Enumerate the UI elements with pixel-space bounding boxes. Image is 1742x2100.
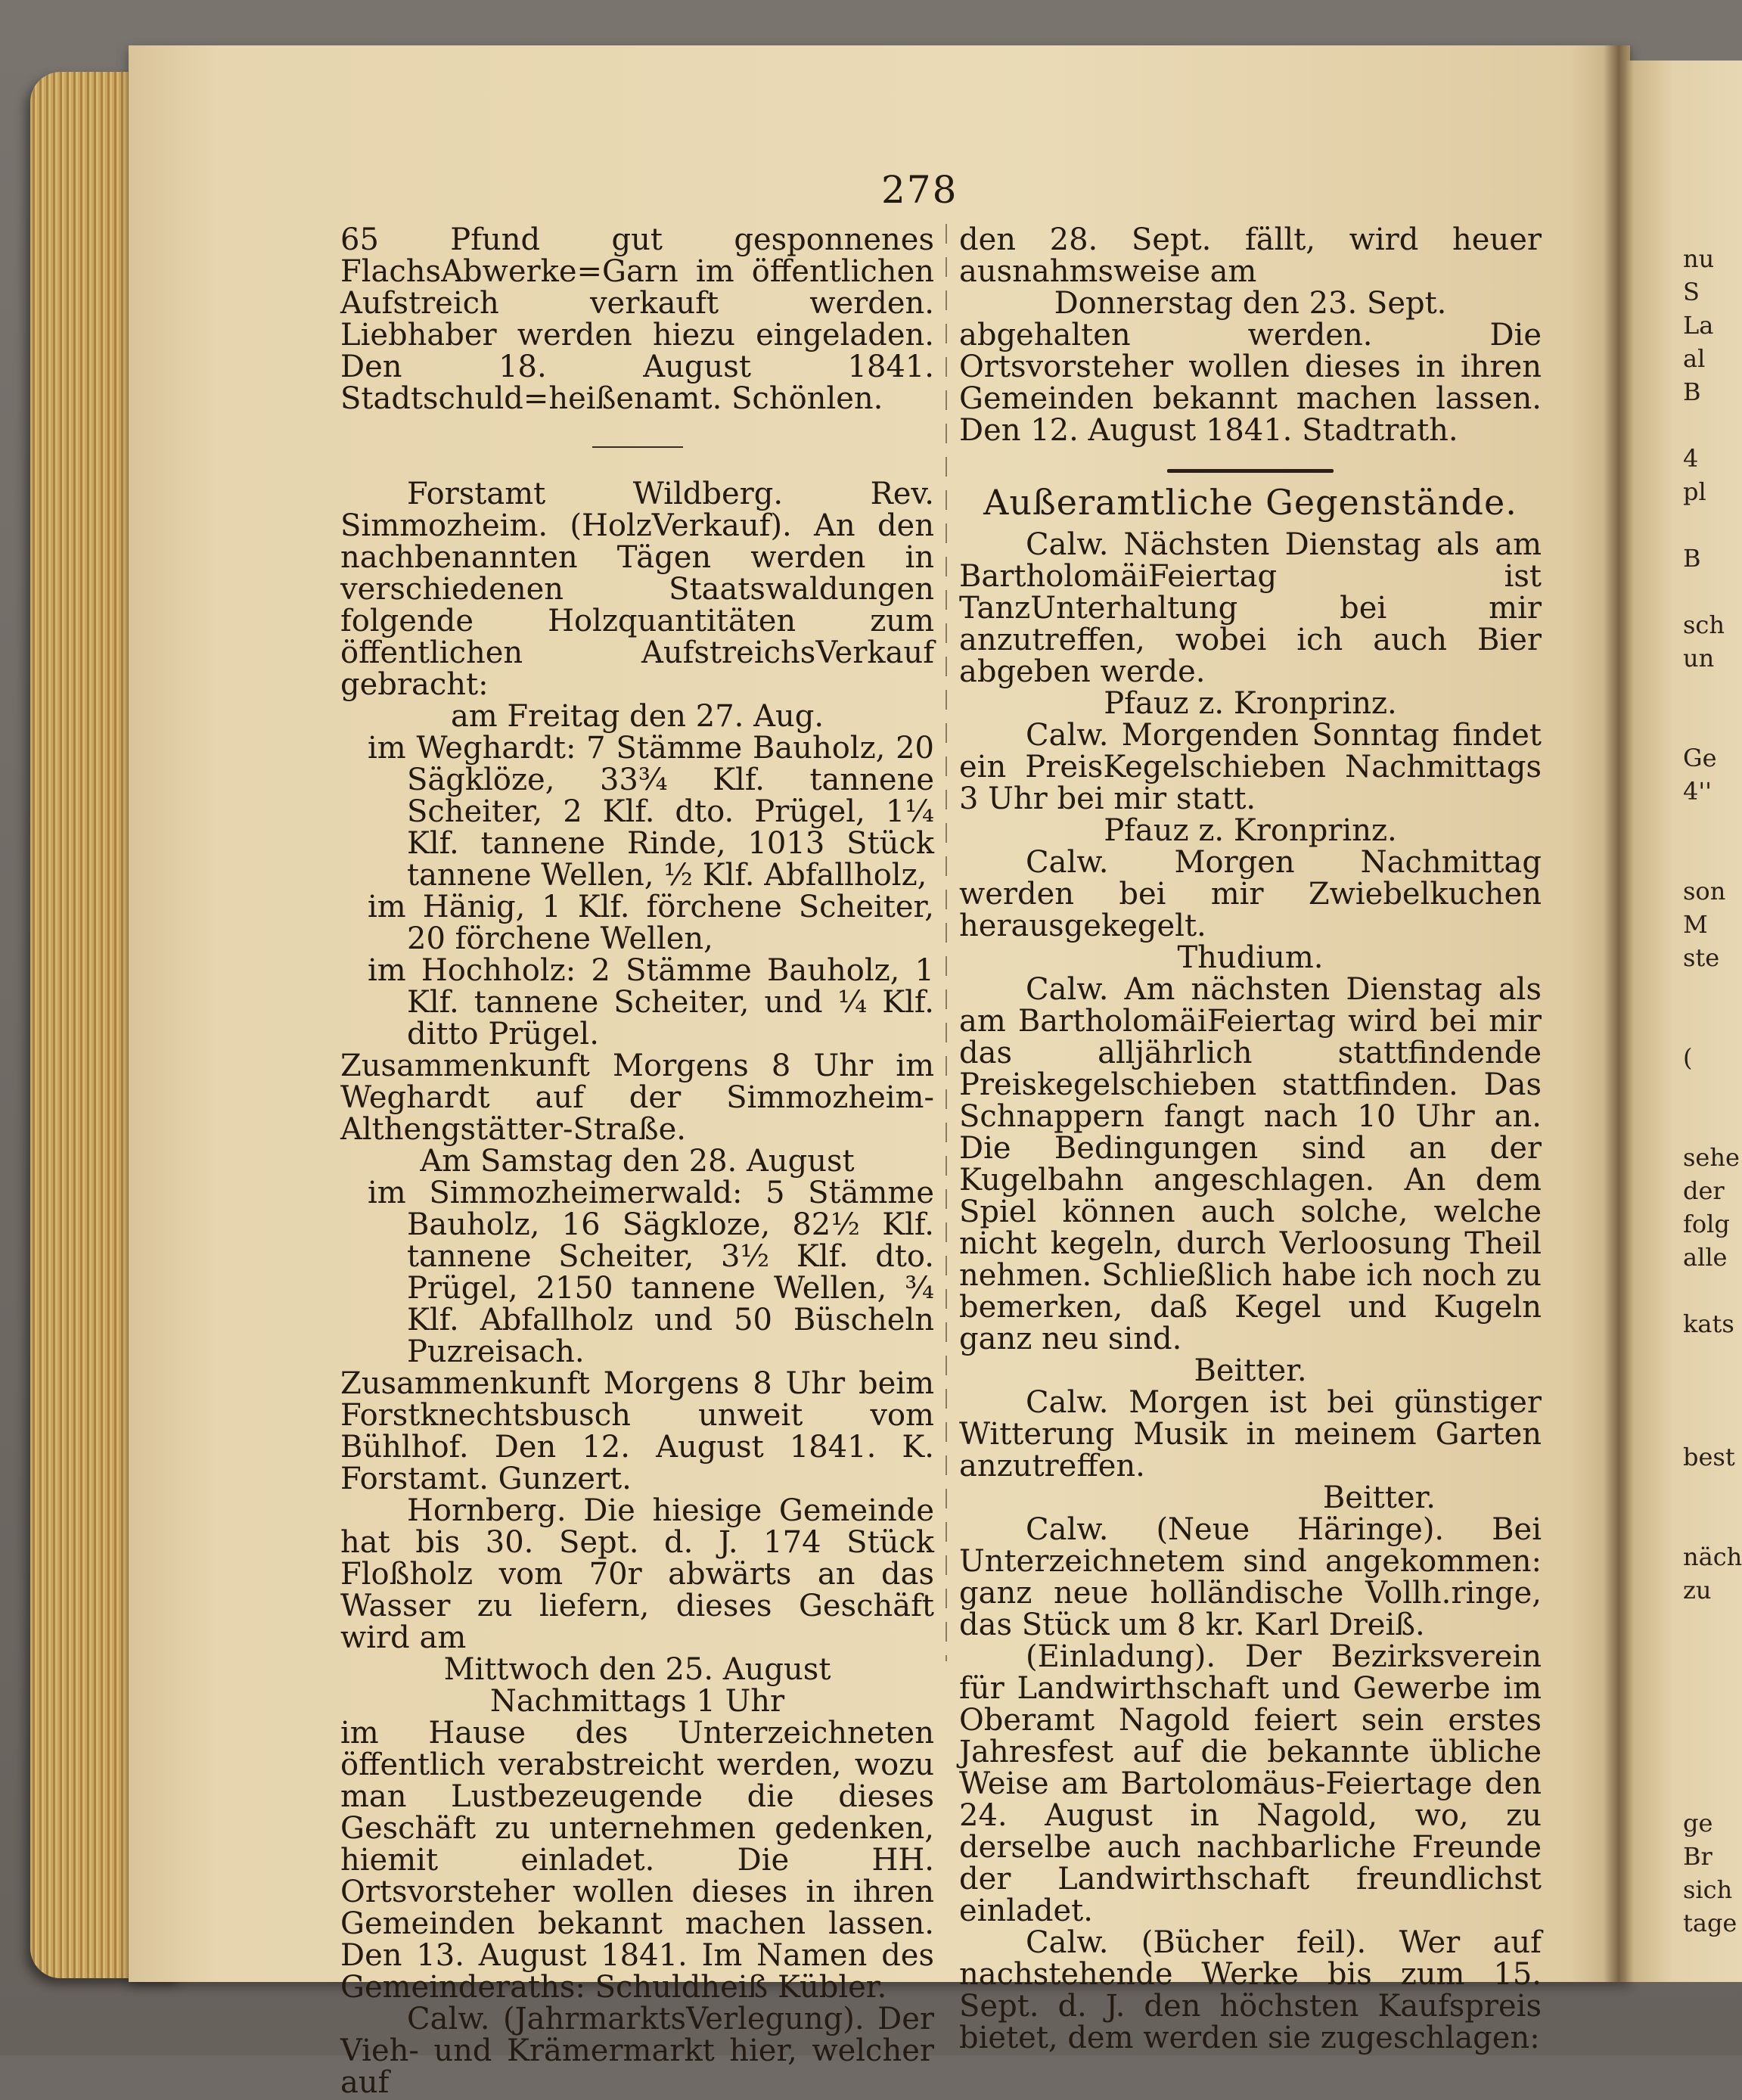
edge-fragment: ste: [1683, 943, 1720, 972]
edge-fragment: [1683, 1773, 1742, 1806]
edge-fragment: näch: [1683, 1542, 1742, 1571]
edge-fragment: 4: [1683, 444, 1699, 473]
edge-fragment: un: [1683, 644, 1715, 673]
edge-fragment: son: [1683, 877, 1726, 906]
edge-fragment: [1683, 1374, 1742, 1407]
edge-fragment: [1683, 1474, 1742, 1507]
edge-fragment: [1683, 1607, 1742, 1640]
left-column-paragraph: im Simmozheimerwald: 5 Stämme Bauholz, 16 Sägkloze, 82½ Klf. tannene Scheiter, 3½ Klf. dto. Prügel, 2150 tannene Wellen, ¾ Klf. Abfallholz und 50 Büscheln Puzreisach.: [368, 1176, 934, 1369]
edge-fragment: best: [1683, 1443, 1735, 1471]
left-column-paragraph: im Weghardt: 7 Stämme Bauholz, 20 Sägklöze, 33¾ Klf. tannene Scheiter, 2 Klf. dto. Prügel, 1¼ Klf. tannene Rinde, 1013 Stück tannene Wellen, ½ Klf. Abfallholz,: [368, 731, 934, 893]
edge-fragment: sehe: [1683, 1143, 1740, 1172]
edge-fragment: [1683, 508, 1742, 542]
edge-fragment: tage: [1683, 1909, 1737, 1937]
right-column-paragraph: abgehalten werden. Die Ortsvorsteher wollen dieses in ihren Gemeinden bekannt machen lassen. Den 12. August 1841. Stadtrath.: [959, 318, 1542, 448]
edge-fragment: [1683, 409, 1742, 442]
right-column-paragraph: Calw. Am nächsten Dienstag als am BartholomäiFeiertag wird bei mir das alljährlich stattfindende Preiskegelschieben stattfinden. Das Schnappern fangt nach 10 Uhr an. Die Bedingungen sind an der Kugelbahn angeschlagen. An dem Spiel können auch solche, welche nicht kegeln, durch Verloosung Theil nehmen. Schließlich habe ich noch zu bemerken, daß Kegel und Kugeln ganz neu sind.: [959, 972, 1542, 1356]
right-column-paragraph: Calw. Morgenden Sonntag findet ein PreisKegelschieben Nachmittags 3 Uhr bei mir statt.: [959, 718, 1542, 816]
right-column-paragraph: Calw. (Neue Häringe). Bei Unterzeichnetem sind angekommen: ganz neue holländische Vollh.ringe, das Stück um 8 kr. Karl Dreiß.: [959, 1512, 1542, 1642]
edge-fragment: [1683, 1673, 1742, 1707]
right-column-paragraph: (Einladung). Der Bezirksverein für Landwirthschaft und Gewerbe im Oberamt Nagold feiert sein erstes Jahresfest auf die bekannte übliche Weise am Bartolomäus-Feiertage den 24. August in Nagold, wo, zu derselbe auch nachbarliche Freunde der Landwirthschaft freundlichst einladet.: [959, 1639, 1542, 1928]
edge-fragment: al: [1683, 344, 1706, 373]
left-column-rule: [592, 446, 683, 448]
edge-fragment: ge: [1683, 1809, 1713, 1837]
edge-fragment: [1683, 1074, 1742, 1107]
edge-fragment: kats: [1683, 1309, 1734, 1338]
edge-fragment: nu: [1683, 244, 1715, 273]
edge-fragment: [1683, 1507, 1742, 1540]
right-column-paragraph: Pfauz z. Kronprinz.: [1104, 686, 1397, 721]
edge-fragment: [1683, 1008, 1742, 1041]
left-column-paragraph: Am Samstag den 28. August: [420, 1144, 855, 1179]
edge-fragment: alle: [1683, 1243, 1728, 1272]
edge-fragment: [1683, 1407, 1742, 1440]
edge-fragment: 4'': [1683, 777, 1712, 806]
edge-fragment: La: [1683, 311, 1714, 340]
edge-fragment: zu: [1683, 1576, 1712, 1605]
edge-fragment: (: [1683, 1043, 1693, 1072]
edge-fragment: [1683, 675, 1742, 708]
right-page-fragments: [1683, 242, 1742, 1940]
edge-fragment: [1683, 575, 1742, 608]
column-divider: [946, 224, 947, 1661]
edge-fragment: [1683, 808, 1742, 841]
right-column: [959, 224, 1542, 2054]
right-column-rule: [1167, 469, 1334, 473]
left-column-paragraph: Zusammenkunft Morgens 8 Uhr beim Forstknechtsbusch unweit vom Bühlhof. Den 12. August 1841. K. Forstamt. Gunzert.: [340, 1366, 934, 1496]
edge-fragment: [1683, 708, 1742, 741]
edge-fragment: sch: [1683, 610, 1725, 639]
left-column-paragraph: im Hänig, 1 Klf. förchene Scheiter, 20 förchene Wellen,: [368, 890, 934, 956]
left-column-paragraph: am Freitag den 27. Aug.: [450, 699, 824, 734]
left-column-paragraph: Nachmittags 1 Uhr: [489, 1684, 785, 1719]
edge-fragment: [1683, 1707, 1742, 1740]
left-column-paragraph: im Hochholz: 2 Stämme Bauholz, 1 Klf. tannene Scheiter, und ¼ Klf. ditto Prügel.: [368, 953, 934, 1052]
right-column-paragraph: Calw. (Bücher feil). Wer auf nachstehende Werke bis zum 15. Sept. d. J. den höchsten Kaufspreis bietet, dem werden sie zugeschlagen:: [959, 1925, 1542, 2055]
edge-fragment: [1683, 974, 1742, 1008]
edge-fragment: Br: [1683, 1842, 1713, 1871]
left-column-paragraph: Forstamt Wildberg. Rev. Simmozheim. (HolzVerkauf). An den nachbenannten Tägen werden in verschiedenen Staatswaldungen folgende Holzquantitäten zum öffentlichen AufstreichsVerkauf gebracht:: [340, 477, 934, 702]
left-column-paragraph: Calw. (JahrmarktsVerlegung). Der Vieh- und Krämermarkt hier, welcher auf: [340, 2002, 934, 2100]
right-column-paragraph: Calw. Morgen ist bei günstiger Witterung Musik in meinem Garten anzutreffen.: [959, 1385, 1542, 1483]
edge-fragment: [1683, 1340, 1742, 1374]
edge-fragment: pl: [1683, 477, 1706, 506]
edge-fragment: sich: [1683, 1875, 1733, 1904]
edge-fragment: Ge: [1683, 744, 1717, 772]
edge-fragment: [1683, 841, 1742, 874]
edge-fragment: der: [1683, 1176, 1725, 1205]
edge-fragment: B: [1683, 377, 1701, 406]
edge-fragment: M: [1683, 910, 1708, 939]
book-gutter: [1604, 45, 1634, 1982]
left-column-paragraph: 65 Pfund gut gesponnenes FlachsAbwerke=Garn im öffentlichen Aufstreich verkauft werden. Liebhaber werden hiezu eingeladen. Den 18. August 1841. Stadtschuld=heißenamt. Schönlen.: [340, 222, 934, 416]
right-column-paragraph: Beitter.: [1322, 1480, 1436, 1515]
right-column-paragraph: Calw. Morgen Nachmittag werden bei mir Zwiebelkuchen herausgekegelt.: [959, 845, 1542, 943]
page-number: 278: [881, 168, 958, 212]
right-column-paragraph: Außeramtliche Gegenstände.: [983, 482, 1517, 523]
edge-fragment: [1683, 1740, 1742, 1773]
right-column-paragraph: Thudium.: [1177, 940, 1324, 975]
right-column-paragraph: Calw. Nächsten Dienstag als am BartholomäiFeiertag ist TanzUnterhaltung bei mir anzutreffen, wobei ich auch Bier abgeben werde.: [959, 527, 1542, 689]
right-column-paragraph: den 28. Sept. fällt, wird heuer ausnahmsweise am: [959, 222, 1542, 289]
edge-fragment: B: [1683, 544, 1701, 573]
left-column-paragraph: Zusammenkunft Morgens 8 Uhr im Weghardt auf der Simmozheim-Althengstätter-Straße.: [340, 1048, 934, 1147]
right-column-paragraph: Beitter.: [1194, 1353, 1307, 1388]
edge-fragment: S: [1683, 278, 1700, 306]
right-column-paragraph: Donnerstag den 23. Sept.: [1054, 286, 1447, 321]
left-column-paragraph: Hornberg. Die hiesige Gemeinde hat bis 30. Sept. d. J. 174 Stück Floßholz vom 70r abwärts an das Wasser zu liefern, dieses Geschäft wird am: [340, 1493, 934, 1655]
edge-fragment: folg: [1683, 1210, 1730, 1238]
edge-fragment: [1683, 1640, 1742, 1673]
left-column: [340, 224, 934, 2098]
right-column-paragraph: Pfauz z. Kronprinz.: [1104, 813, 1397, 848]
edge-fragment: [1683, 1107, 1742, 1141]
left-column-paragraph: Mittwoch den 25. August: [443, 1652, 831, 1687]
left-column-paragraph: im Hause des Unterzeichneten öffentlich verabstreicht werden, wozu man Lustbezeugende die dieses Geschäft zu unternehmen gedenken, hiemit einladet. Die HH. Ortsvorsteher wollen dieses in ihren Gemeinden bekannt machen lassen. Den 13. August 1841. Im Namen des Gemeinderaths: Schuldheiß Kübler.: [340, 1716, 934, 2005]
edge-fragment: [1683, 1274, 1742, 1307]
